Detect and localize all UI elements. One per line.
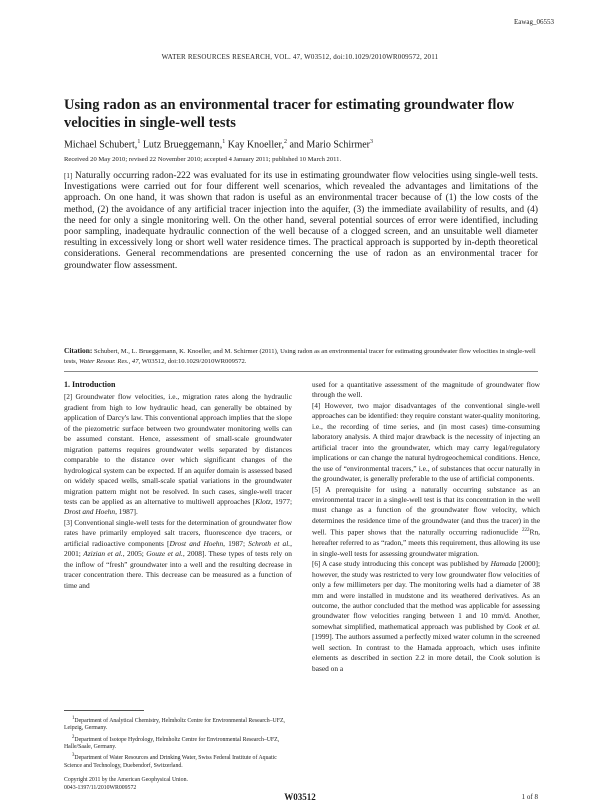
affiliation-number: 1 [72,716,75,721]
body-paragraph [312,559,540,674]
author-affiliation-mark: 2 [283,139,287,145]
affiliation-text: Department of Analytical Chemistry, Helmholtz Centre for Environmental Research–UFZ, Leipzig, Germany. [64,717,285,732]
citation-journal: Water Resour. Res., 47, [79,358,141,365]
body-column-right [312,380,540,674]
paragraph-text: , 1977; [270,496,292,506]
isotope-superscript: 222 [522,528,530,534]
reference-citation: Gouze et al. [146,549,183,559]
abstract [64,171,538,272]
affiliation-number: 2 [72,734,75,740]
body-paragraph [312,485,540,560]
paragraph-number: [6] [312,560,321,569]
paragraph-text: A prerequisite for using a naturally occurring substance as an environmental tracer in a single-well test is that its concentration in the well must change as a function of the groundwater flow velocity, which determines the residence time of the groundwater (and thus the tracer) in the well. This paper shows that the naturally occurring radionuclide [312,484,540,537]
paragraph-text: However, two major disadvantages of the conventional single-well approaches can be identified: they require constant water-quality monitoring, i.e., the recording of time series, and (in most cases) time-consuming laboratory analysis. A third major drawback is the necessity of injecting an artificial tracer into the groundwater, which may carry legal/regulatory implications or can change the natural hydrogeochemical conditions. Hence, the use of “environmental tracers,” i.e., of substances that occur naturally in the groundwater, is generally preferable to the use of artificial components. [312,400,540,484]
author-name: Lutz Brueggemann, [142,139,223,151]
document-id: Eawag_06553 [513,18,554,26]
footnote-divider [64,710,144,711]
author-list [64,139,534,150]
affiliation-number: 3 [72,753,75,759]
reference-citation: Drost and Hoehn [64,507,116,517]
affiliations [64,715,292,771]
paragraph-number: [1] [64,172,73,180]
citation-block [64,346,538,367]
article-code: W03512 [284,792,316,802]
issn-line: 0043-1397/11/2010WR009572 [64,784,137,791]
author-affiliation-mark: 1 [137,139,141,145]
affiliation-text: Department of Isotope Hydrology, Helmholtz Centre for Environmental Research–UFZ, Halle/Saale, Germany. [64,736,280,751]
reference-citation: Hamada [490,559,517,569]
citation-text: Schubert, M., L. Brueggemann, K. Knoeller, and M. Schirmer (2011), Using radon as an environmental tracer for estimating groundwater flow velocities in single-well tests, [64,348,536,365]
affiliation-item [64,734,292,752]
reference-citation: Klotz [255,496,271,506]
body-paragraph [312,401,540,485]
reference-citation: Azizian et al. [83,549,123,559]
journal-header: WATER RESOURCES RESEARCH, VOL. 47, W03512, doi:10.1029/2010WR009572, 2011 [161,53,439,61]
author-name: Michael Schubert, [64,139,138,151]
section-heading: 1. Introduction [64,380,116,389]
section-divider [64,371,538,372]
affiliation-item [64,752,292,770]
paragraph-text: [1999]. The authors assumed a perfectly mixed water column in the screened well section. In contrast to the Hamada approach, which uses infinite elements as described in section 2.2 in more detail, the Cook solution is based on a [312,632,540,673]
body-paragraph: used for a quantitative assessment of the magnitude of groundwater flow through the well. [312,380,540,400]
body-column-left [64,380,292,591]
citation-label: Citation: [64,346,93,355]
paragraph-number: [2] [64,393,73,402]
copyright-block [64,777,292,792]
paragraph-text: , 2008]. These types of tests rely on the inflow of “fresh” groundwater into a well and the resulting decrease in tracer concentration there. This decrease can be measured as a function of time and [64,549,292,590]
author-affiliation-mark: 1 [222,139,226,145]
author-affiliation-mark: 3 [370,139,374,145]
affiliation-item [64,715,292,733]
page-number: 1 of 8 [521,793,538,801]
paragraph-text: , 2001; [64,538,292,559]
body-paragraph [64,392,292,517]
publication-dates: Received 20 May 2010; revised 22 November 2010; accepted 4 January 2011; published 10 March 2011. [64,156,342,163]
paragraph-text: Groundwater flow velocities, i.e., migration rates along the hydraulic gradient from high to low hydraulic head, can generally be obtained by application of Darcy's law. This conventional approach implies that the slope of the piezometric surface between two groundwater monitoring wells can be assumed constant. Hence, assessment of small-scale groundwater migration patterns requires groundwater wells separated by distances comparable to the distance over which significant changes of the hydrological system can be expected. If an aquifer domain is assessed based on widely spaced wells, small-scale spatial variations in the groundwater migration pattern might not be resolved. In such cases, single-well tracer tests can be applied as an alternative to multiwell approaches [ [64,392,292,506]
copyright-line: Copyright 2011 by the American Geophysical Union. [64,777,188,783]
paragraph-text: A case study introducing this concept was published by [321,559,491,569]
author-name: and Mario Schirmer [289,139,371,151]
paragraph-number: [4] [312,401,321,410]
author-name: Kay Knoeller, [227,139,284,151]
affiliation-text: Department of Water Resources and Drinking Water, Swiss Federal Institute of Aquatic Science and Technology, Duebendorf, Switzerland. [64,755,277,769]
paragraph-number: [3] [64,518,73,527]
citation-doi: W03512, doi:10.1029/2010WR009572. [141,358,247,365]
paragraph-text: [2000]; however, the study was restricted to very low groundwater flow velocities of only a few millimeters per day. The monitoring wells had a diameter of 38 mm and were installed in mudstone and its weathered derivatives. As an outcome, the author concluded that the method was applicable for assessing groundwater flow velocities ranging between 1 and 10 mm/d. Another, somewhat simplified, mathematical approach was published by [312,559,540,631]
paragraph-text: Conventional single-well tests for the determination of groundwater flow rates have primarily employed salt tracers, fluorescence dye tracers, or artificial radioactive components [ [64,517,292,548]
body-paragraph [64,518,292,591]
reference-citation: Cook et al. [506,621,541,631]
reference-citation: Drost and Hoehn [169,538,224,548]
reference-citation: Schroth et al. [248,538,291,548]
paragraph-number: [5] [312,485,321,494]
paper-title: Using radon as an environmental tracer for estimating groundwater flow velocities in single-well tests [64,97,515,131]
paragraph-text: , 2005; [122,549,147,559]
abstract-text: Naturally occurring radon-222 was evaluated for its use in estimating groundwater flow velocities using single-well tests. Investigations were carried out for four different well scenarios, which revealed the advantages and limitations of the approach. On one hand, it was shown that radon is useful as an environmental tracer because of (1) the low costs of the method, (2) the avoidance of any artificial tracer injection into the aquifer, (3) the immediate availability of results, and (4) the need for only a single monitoring well. On the other hand, several potential sources of error were identified, including poor sampling, inadequate hydraulic connection of the well because of a clogged screen, and an unsuitable well diameter resulting in excessively long or short well water residence times. The practical approach is supported by in-depth theoretical considerations. General recommendations are presented concerning the use of radon as an environmental tracer for groundwater flow assessment. [64,171,538,271]
paragraph-text: Rn, hereafter referred to as “radon,” meets this requirement, thus allowing its use in single-well tests for assessing groundwater migration. [312,527,540,558]
paragraph-text: , 1987; [223,538,249,548]
paragraph-text: , 1987]. [115,507,138,517]
